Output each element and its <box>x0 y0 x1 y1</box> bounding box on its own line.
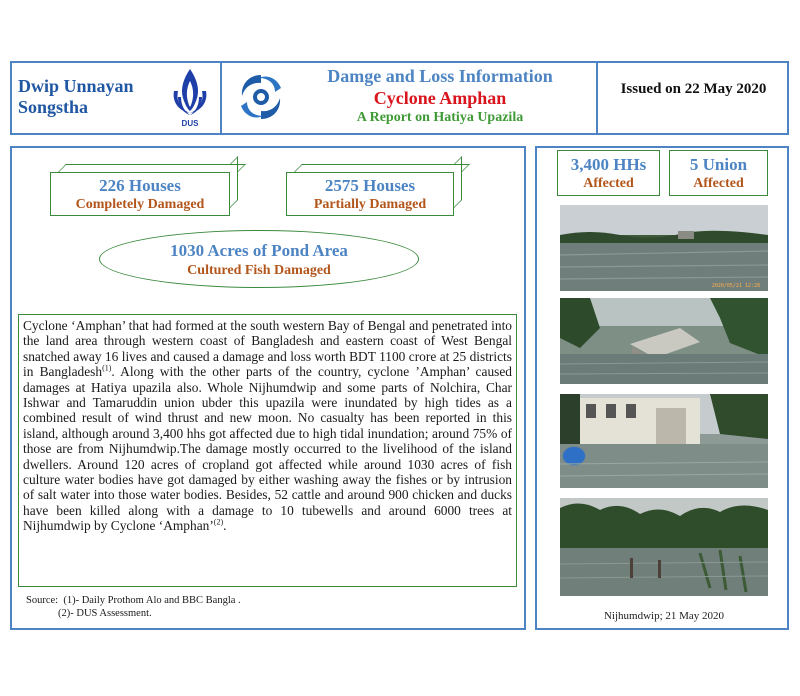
source-label: Source: <box>26 595 59 606</box>
stat-label: Partially Damaged <box>313 197 427 212</box>
stat-value: 1030 Acres of Pond Area <box>170 241 348 260</box>
stat-ellipse-pond-area <box>99 230 419 288</box>
flood-photo-trees <box>560 498 768 596</box>
header-title: Damge and Loss Information <box>327 66 553 86</box>
stat-box-hhs-affected <box>557 150 660 196</box>
flood-photo-building <box>560 394 768 488</box>
report-paragraph: Cyclone ‘Amphan’ that had formed at the south western Bay of Bengal and penetrated into the land area through western coast of Bangladesh and eastern coast of West Bengal snatched away 16 lives and caused a damage and loss worth BDT 1100 crore at 25 districts in Bangladesh$^{(1)}$. Along with the other parts of the country, cyclone ’Amphan’ caused damages at Hatiya upazila also. Whole Nijhumdwip and some parts of Nolchira, Char Ishwar and Tamaruddin union ubder this upazila were inundated by high tides as a combined result of wind thrust and new moon. No casualty has been reported in this island, although around 3,400 hhs got affected due to high tidal inundation; around 75% of those are from Nijhumdwip.The damage mostly occurred to the livelihood of the island dwellers. Around 120 acres of cropland got affected while around 1030 acres of fish culture water bodies have got damaged by either washing away the fishes or by intrusion of salt water into those water bodies. Besides, 52 cattle and around 900 chicken and ducks have been killed along with a damage to 10 tubewells and around 6000 trees at Nijhumdwip by Cyclone ‘Amphan’$^{(2)}$. <box>23 318 512 534</box>
stat-label: Affected <box>693 176 744 191</box>
stat-value: 226 Houses <box>99 176 181 195</box>
stat-value: 5 Union <box>689 155 748 174</box>
reference-1: (1) <box>102 363 112 373</box>
dus-logo-icon <box>168 67 212 129</box>
stat-box-partially-damaged <box>286 164 454 216</box>
source-1: (1)- Daily Prothom Alo and BBC Bangla . <box>63 595 241 606</box>
header-divider <box>596 61 598 135</box>
logo-text: DUS <box>181 119 199 128</box>
stat-box-union-affected <box>669 150 768 196</box>
header-divider <box>220 61 222 135</box>
source-2: (2)- DUS Assessment. <box>58 608 152 619</box>
reference-2: (2) <box>213 517 224 527</box>
flood-photo-field <box>560 205 768 291</box>
stat-label: Cultured Fish Damaged <box>187 263 331 278</box>
cyclone-icon <box>237 70 285 124</box>
photo-caption: Nijhumdwip; 21 May 2020 <box>603 610 725 622</box>
stat-label: Affected <box>583 176 634 191</box>
issued-date: Issued on 22 May 2020 <box>620 81 767 97</box>
header-subtitle: Cyclone Amphan <box>373 88 507 108</box>
photo-timestamp: 2020/05/21 12:28 <box>711 283 760 289</box>
stat-value: 3,400 HHs <box>570 155 647 174</box>
sources <box>26 594 426 620</box>
stat-box-completely-damaged <box>50 164 230 216</box>
header-report: A Report on Hatiya Upazila <box>356 110 524 125</box>
report-text-box <box>18 314 517 587</box>
stat-value: 2575 Houses <box>324 176 416 195</box>
stat-label: Completely Damaged <box>75 197 205 212</box>
flood-photo-damaged-house <box>560 298 768 384</box>
org-name: Dwip Unnayan Songstha <box>18 76 134 117</box>
